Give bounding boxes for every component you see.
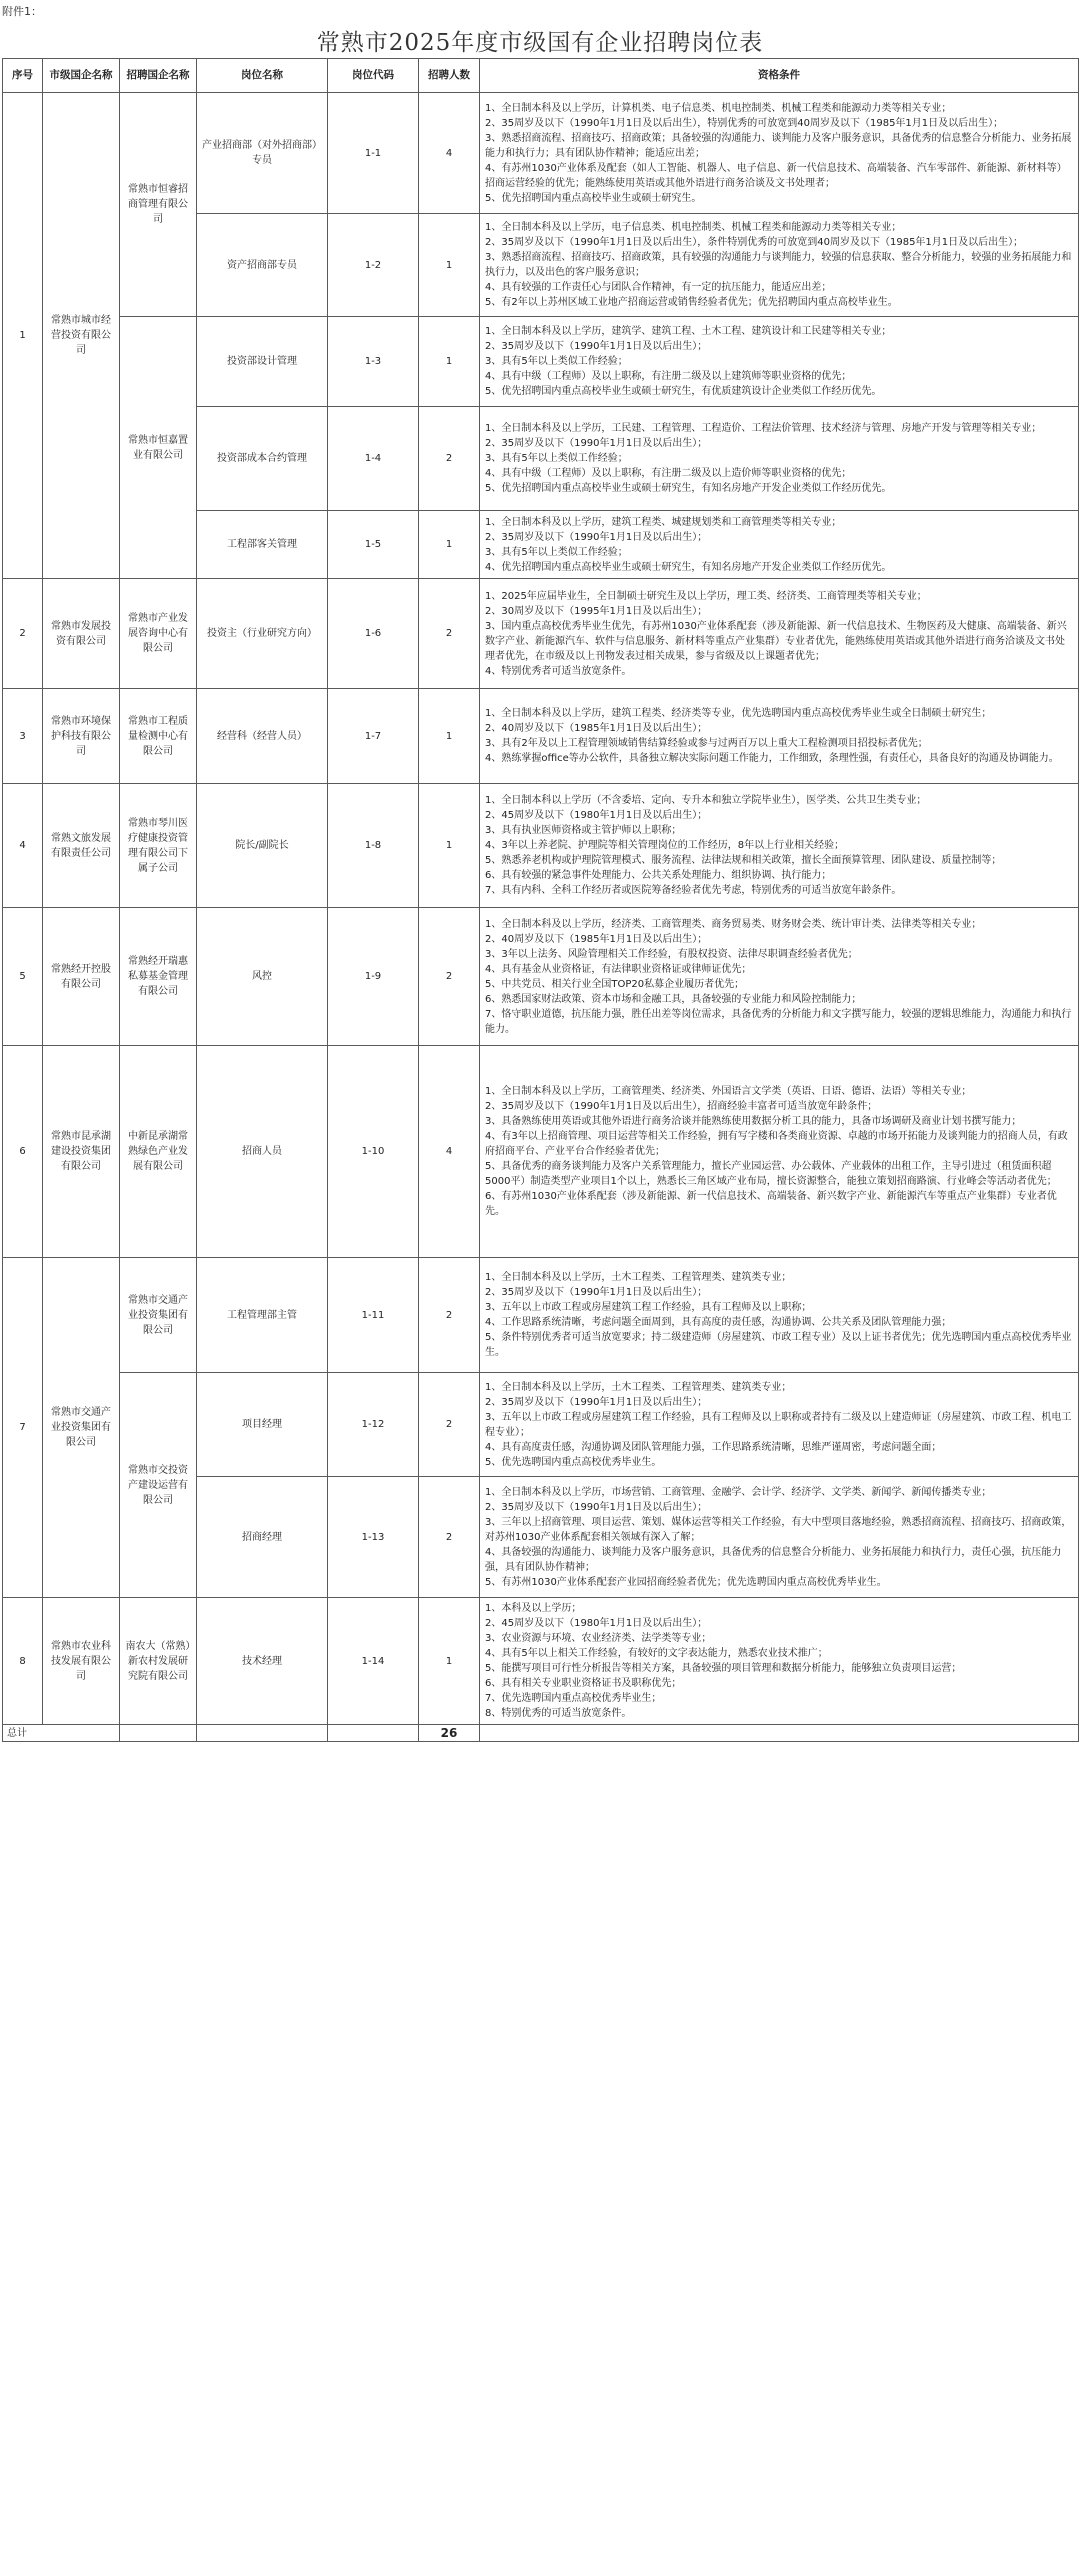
table-row — [3, 317, 1079, 407]
code-cell: 1-2 — [328, 214, 419, 317]
city-company-cell: 常熟市交通产业投资集团有限公司 — [43, 1258, 120, 1598]
count-cell: 2 — [419, 1477, 480, 1598]
header-recruit-company: 招聘国企名称 — [120, 59, 197, 93]
seq-cell: 7 — [3, 1258, 43, 1598]
table-row — [3, 1598, 1079, 1725]
position-cell: 投资主（行业研究方向） — [197, 579, 328, 689]
requirements-cell: 1、全日制本科及以上学历，计算机类、电子信息类、机电控制类、机械工程类和能源动力类等相关专业； 2、35周岁及以下（1990年1月1日及以后出生），特别优秀的可放宽到40周岁及以下（1985年1月1日及以后出生）； 3、熟悉招商流程、招商技巧、招商政策；具备较强的沟通能力、谈判能力及客户服务意识，具备优秀的信息整合分析能力、业务拓展能力和执行力；具有团队协作精神；能适应出差； 4、有苏州1030产业体系及配套（如人工智能、机器人、电子信息、新一代信息技术、高端装备、汽车零部件、新能源、新材料等）招商运营经验的优先；能熟练使用英语或其他外语进行商务洽谈及文书处理者； 5、优先招聘国内重点高校毕业生或硕士研究生。 — [480, 93, 1079, 214]
code-cell: 1-1 — [328, 93, 419, 214]
header-seq: 序号 — [3, 59, 43, 93]
code-cell: 1-8 — [328, 784, 419, 908]
total-empty — [328, 1725, 419, 1742]
city-company-cell: 常熟市城市经营投资有限公司 — [43, 93, 120, 579]
table-row — [3, 784, 1079, 908]
city-company-cell: 常熟文旅发展有限责任公司 — [43, 784, 120, 908]
code-cell: 1-7 — [328, 689, 419, 784]
recruitment-table — [2, 58, 1079, 1742]
recruit-company-cell: 常熟市恒睿招商管理有限公司 — [120, 93, 197, 317]
count-cell: 4 — [419, 1046, 480, 1258]
requirements-cell: 1、全日制本科及以上学历，建筑工程类、经济类等专业，优先选聘国内重点高校优秀毕业生或全日制硕士研究生； 2、40周岁及以下（1985年1月1日及以后出生）； 3、具有2年及以上工程管理领域销售结算经验或参与过两百万以上重大工程检测项目招投标者优先； 4、熟练掌握office等办公软件，具备独立解决实际问题工作能力，工作细致，条理性强，有责任心，具备良好的沟通及协调能力。 — [480, 689, 1079, 784]
seq-cell: 3 — [3, 689, 43, 784]
header-code: 岗位代码 — [328, 59, 419, 93]
code-cell: 1-6 — [328, 579, 419, 689]
position-cell: 经营科（经营人员） — [197, 689, 328, 784]
count-cell: 1 — [419, 214, 480, 317]
count-cell: 2 — [419, 407, 480, 511]
position-cell: 工程部客关管理 — [197, 511, 328, 579]
position-cell: 招商经理 — [197, 1477, 328, 1598]
code-cell: 1-9 — [328, 908, 419, 1046]
header-requirements: 资格条件 — [480, 59, 1079, 93]
table-row — [3, 689, 1079, 784]
city-company-cell: 常熟市农业科技发展有限公司 — [43, 1598, 120, 1725]
recruit-company-cell: 南农大（常熟）新农村发展研究院有限公司 — [120, 1598, 197, 1725]
total-count: 26 — [419, 1725, 480, 1742]
position-cell: 招商人员 — [197, 1046, 328, 1258]
total-empty — [120, 1725, 197, 1742]
total-empty — [480, 1725, 1079, 1742]
header-count: 招聘人数 — [419, 59, 480, 93]
city-company-cell: 常熟市昆承湖建设投资集团有限公司 — [43, 1046, 120, 1258]
count-cell: 2 — [419, 1258, 480, 1373]
total-empty — [197, 1725, 328, 1742]
position-cell: 院长/副院长 — [197, 784, 328, 908]
position-cell: 投资部成本合约管理 — [197, 407, 328, 511]
requirements-cell: 1、全日制本科及以上学历，建筑学、建筑工程、土木工程、建筑设计和工民建等相关专业； 2、35周岁及以下（1990年1月1日及以后出生）； 3、具有5年以上类似工作经验； 4、具有中级（工程师）及以上职称，有注册二级及以上建筑师等职业资格的优先； 5、优先招聘国内重点高校毕业生或硕士研究生，有优质建筑设计企业类似工作经历优先。 — [480, 317, 1079, 407]
requirements-cell: 1、2025年应届毕业生，全日制硕士研究生及以上学历，理工类、经济类、工商管理类等相关专业； 2、30周岁及以下（1995年1月1日及以后出生）； 3、国内重点高校优秀毕业生优先，有苏州1030产业体系配套（涉及新能源、新一代信息技术、生物医药及大健康、高端装备、新兴数字产业、新能源汽车、软件与信息服务、新材料等重点产业集群）专业者优先，能熟练使用英语或其他外语进行商务洽谈及文书处理者优先，在市级及以上刊物发表过相关成果，参与省级及以上课题者优先； 4、特别优秀者可适当放宽条件。 — [480, 579, 1079, 689]
recruit-company-cell: 常熟市交投资产建设运营有限公司 — [120, 1373, 197, 1598]
requirements-cell: 1、全日制本科及以上学历，土木工程类、工程管理类、建筑类专业； 2、35周岁及以下（1990年1月1日及以后出生）； 3、五年以上市政工程或房屋建筑工程工作经验，具有工程师及以上职称或者持有二级及以上建造师证（房屋建筑、市政工程、机电工程专业）； 4、具有高度责任感，沟通协调及团队管理能力强，工作思路系统清晰，思维严谨周密，考虑问题全面； 5、优先选聘国内重点高校优秀毕业生。 — [480, 1373, 1079, 1477]
page-title: 常熟市2025年度市级国有企业招聘岗位表 — [316, 30, 764, 56]
table-row — [3, 93, 1079, 214]
count-cell: 1 — [419, 784, 480, 908]
recruit-company-cell: 中新昆承湖常熟绿色产业发展有限公司 — [120, 1046, 197, 1258]
position-cell: 资产招商部专员 — [197, 214, 328, 317]
count-cell: 1 — [419, 689, 480, 784]
requirements-cell: 1、全日制本科及以上学历，经济类、工商管理类、商务贸易类、财务财会类、统计审计类、法律类等相关专业； 2、40周岁及以下（1985年1月1日及以后出生）； 3、3年以上法务、风险管理相关工作经验，有股权投资、法律尽职调查经验者优先； 4、具有基金从业资格证，有法律职业资格证或律师证优先； 5、中共党员、相关行业全国TOP20私募企业履历者优先； 6、熟悉国家财法政策、资本市场和金融工具，具备较强的专业能力和风险控制能力； 7、恪守职业道德，抗压能力强，胜任出差等岗位需求，具备优秀的分析能力和文字撰写能力，较强的逻辑思维能力，沟通能力和执行能力。 — [480, 908, 1079, 1046]
seq-cell: 2 — [3, 579, 43, 689]
position-cell: 产业招商部（对外招商部）专员 — [197, 93, 328, 214]
table-row — [3, 908, 1079, 1046]
count-cell: 4 — [419, 93, 480, 214]
requirements-cell: 1、全日制本科及以上学历，工商管理类、经济类、外国语言文学类（英语、日语、德语、法语）等相关专业； 2、35周岁及以下（1990年1月1日及以后出生），招商经验丰富者可适当放宽年龄条件； 3、具备熟练使用英语或其他外语进行商务洽谈并能熟练使用数据分析工具的能力，具备市场调研及商业计划书撰写能力； 4、有3年以上招商管理、项目运营等相关工作经验，拥有写字楼和各类商业资源、卓越的市场开拓能力及谈判能力的招商人员，有政府招商平台、产业平台合作经验者优先； 5、具备优秀的商务谈判能力及客户关系管理能力，擅长产业园运营、办公载体、产业载体的出租工作，主导引进过（租赁面积超5000平）制造类型产业项目1个以上，熟悉长三角区域产业布局，擅长资源整合，能独立策划招商路演、行业峰会等活动者优先； 6、有苏州1030产业体系配套（涉及新能源、新一代信息技术、高端装备、新兴数字产业、新能源汽车等重点产业集群）专业者优先。 — [480, 1046, 1079, 1258]
recruit-company-cell: 常熟经开瑞惠私募基金管理有限公司 — [120, 908, 197, 1046]
seq-cell: 4 — [3, 784, 43, 908]
code-cell: 1-14 — [328, 1598, 419, 1725]
seq-cell: 1 — [3, 93, 43, 579]
recruit-company-cell: 常熟市工程质量检测中心有限公司 — [120, 689, 197, 784]
seq-cell: 6 — [3, 1046, 43, 1258]
count-cell: 2 — [419, 908, 480, 1046]
position-cell: 投资部设计管理 — [197, 317, 328, 407]
position-cell: 工程管理部主管 — [197, 1258, 328, 1373]
position-cell: 技术经理 — [197, 1598, 328, 1725]
code-cell: 1-3 — [328, 317, 419, 407]
seq-cell: 5 — [3, 908, 43, 1046]
requirements-cell: 1、本科及以上学历； 2、45周岁及以下（1980年1月1日及以后出生）； 3、农业资源与环境、农业经济类、法学类等专业； 4、具有5年以上相关工作经验，有较好的文字表达能力，熟悉农业技术推广； 5、能撰写项目可行性分析报告等相关方案，具备较强的项目管理和数据分析能力，能够独立负责项目运营； 6、具有相关专业职业资格证书及职称优先； 7、优先选聘国内重点高校优秀毕业生； 8、特别优秀的可适当放宽条件。 — [480, 1598, 1079, 1725]
seq-cell: 8 — [3, 1598, 43, 1725]
requirements-cell: 1、全日制本科及以上学历，市场营销、工商管理、金融学、会计学、经济学、文学类、新闻学、新闻传播类专业； 2、35周岁及以下（1990年1月1日及以后出生）； 3、三年以上招商管理、项目运营、策划、媒体运营等相关工作经验，有大中型项目落地经验，熟悉招商流程、招商技巧、招商政策，对苏州1030产业体系配套相关领域有深入了解； 4、具备较强的沟通能力、谈判能力及客户服务意识，具备优秀的信息整合分析能力、业务拓展能力和执行力，责任心强，抗压能力强，具有团队协作精神； 5、有苏州1030产业体系配套产业园招商经验者优先；优先选聘国内重点高校优秀毕业生。 — [480, 1477, 1079, 1598]
count-cell: 1 — [419, 317, 480, 407]
table-row — [3, 579, 1079, 689]
total-label: 总计 — [3, 1725, 120, 1742]
count-cell: 2 — [419, 579, 480, 689]
count-cell: 2 — [419, 1373, 480, 1477]
count-cell: 1 — [419, 1598, 480, 1725]
requirements-cell: 1、全日制本科以上学历（不含委培、定向、专升本和独立学院毕业生），医学类、公共卫生类专业； 2、45周岁及以下（1980年1月1日及以后出生）； 3、具有执业医师资格或主管护师以上职称； 4、3年以上养老院、护理院等相关管理岗位的工作经历，8年以上行业相关经验； 5、熟悉养老机构或护理院管理模式、服务流程、法律法规和相关政策，擅长全面预算管理、团队建设、质量控制等； 6、具有较强的紧急事件处理能力、公共关系处理能力、组织协调、执行能力； 7、具有内科、全科工作经历者或医院筹备经验者优先考虑，特别优秀的可适当放宽年龄条件。 — [480, 784, 1079, 908]
code-cell: 1-12 — [328, 1373, 419, 1477]
city-company-cell: 常熟经开控股有限公司 — [43, 908, 120, 1046]
recruit-company-cell: 常熟市交通产业投资集团有限公司 — [120, 1258, 197, 1373]
position-cell: 风控 — [197, 908, 328, 1046]
code-cell: 1-4 — [328, 407, 419, 511]
recruit-company-cell: 常熟市琴川医疗健康投资管理有限公司下属子公司 — [120, 784, 197, 908]
table-row — [3, 1046, 1079, 1258]
code-cell: 1-11 — [328, 1258, 419, 1373]
count-cell: 1 — [419, 511, 480, 579]
code-cell: 1-13 — [328, 1477, 419, 1598]
city-company-cell: 常熟市环境保护科技有限公司 — [43, 689, 120, 784]
total-row — [3, 1725, 1079, 1742]
code-cell: 1-5 — [328, 511, 419, 579]
attachment-label: 附件1： — [2, 5, 42, 18]
header-city-company: 市级国企名称 — [43, 59, 120, 93]
requirements-cell: 1、全日制本科及以上学历，土木工程类、工程管理类、建筑类专业； 2、35周岁及以下（1990年1月1日及以后出生）； 3、五年以上市政工程或房屋建筑工程工作经验，具有工程师及以上职称； 4、工作思路系统清晰，考虑问题全面周到，具有高度的责任感，沟通协调、公共关系及团队管理能力强； 5、条件特别优秀者可适当放宽要求；持二级建造师（房屋建筑、市政工程专业）及以上证书者优先；优先选聘国内重点高校优秀毕业生。 — [480, 1258, 1079, 1373]
requirements-cell: 1、全日制本科及以上学历，建筑工程类、城建规划类和工商管理类等相关专业； 2、35周岁及以下（1990年1月1日及以后出生）； 3、具有5年以上类似工作经验； 4、优先招聘国内重点高校毕业生或硕士研究生，有知名房地产开发企业类似工作经历优先。 — [480, 511, 1079, 579]
position-cell: 项目经理 — [197, 1373, 328, 1477]
header-position: 岗位名称 — [197, 59, 328, 93]
requirements-cell: 1、全日制本科及以上学历，电子信息类、机电控制类、机械工程类和能源动力类等相关专业； 2、35周岁及以下（1990年1月1日及以后出生），条件特别优秀的可放宽到40周岁及以下（1985年1月1日及以后出生）； 3、熟悉招商流程、招商技巧、招商政策，具有较强的沟通能力与谈判能力，较强的信息获取、整合分析能力，较强的业务拓展能力和执行力，以及出色的客户服务意识； 4、具有较强的工作责任心与团队合作精神，有一定的抗压能力，能适应出差； 5、有2年以上苏州区域工业地产招商运营或销售经验者优先；优先招聘国内重点高校毕业生。 — [480, 214, 1079, 317]
table-row — [3, 1373, 1079, 1477]
table-header-row — [3, 59, 1079, 93]
city-company-cell: 常熟市发展投资有限公司 — [43, 579, 120, 689]
requirements-cell: 1、全日制本科及以上学历，工民建、工程管理、工程造价、工程法价管理、技术经济与管理、房地产开发与管理等相关专业； 2、35周岁及以下（1990年1月1日及以后出生）； 3、具有5年以上类似工作经验； 4、具有中级（工程师）及以上职称，有注册二级及以上造价师等职业资格的优先； 5、优先招聘国内重点高校毕业生或硕士研究生，有知名房地产开发企业类似工作经历优先。 — [480, 407, 1079, 511]
recruit-company-cell: 常熟市产业发展咨询中心有限公司 — [120, 579, 197, 689]
table-row — [3, 1258, 1079, 1373]
code-cell: 1-10 — [328, 1046, 419, 1258]
recruit-company-cell: 常熟市恒嘉置业有限公司 — [120, 317, 197, 579]
